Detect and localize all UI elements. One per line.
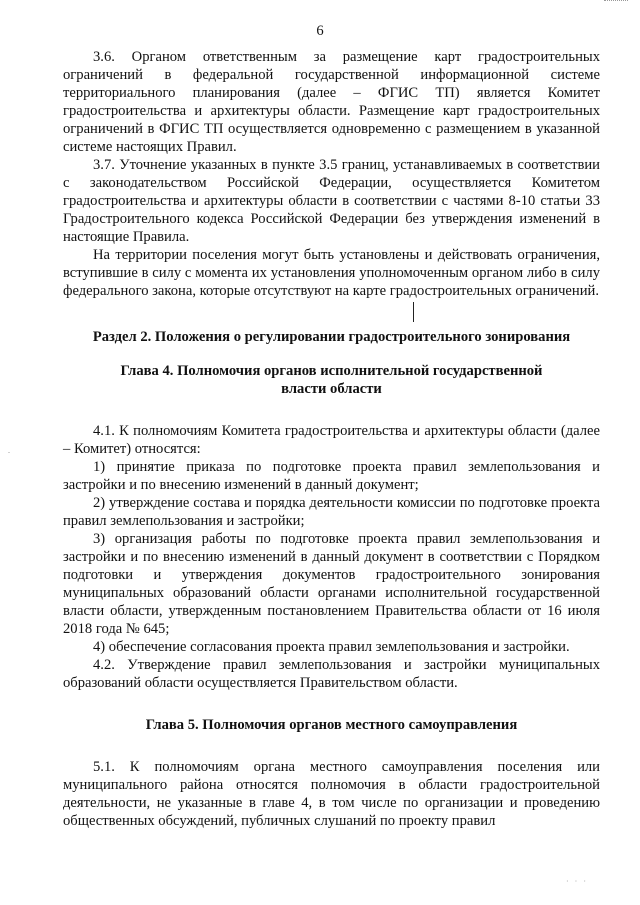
- scan-corner-mark: [604, 0, 628, 3]
- list-item-1: 1) принятие приказа по подготовке проекта правил землепользования и застройки и по внесению изменений в данный документ;: [63, 459, 600, 493]
- chapter-5-title: Глава 5. Полномочия органов местного самоуправления: [145, 717, 518, 733]
- section-2-title: Раздел 2. Положения о регулировании градостроительного зонирования: [92, 329, 571, 345]
- list-item-3: 3) организация работы по подготовке проекта правил землепользования и застройки и по внесению изменений в данный документ в соответствии с Порядком подготовки и утверждения документов градостроительного зонирования муниципальных образований области органами исполнительной государственной власти области, утвержденным постановлением Правительства области от 16 июля 2018 года № 645;: [63, 531, 600, 637]
- chapter-4-title: Глава 4. Полномочия органов исполнительной государственной власти области: [120, 363, 543, 397]
- margin-mark: .: [8, 446, 10, 455]
- page-number: 6: [316, 23, 324, 39]
- document-body: [63, 48, 600, 830]
- paragraph-3-6: 3.6. Органом ответственным за размещение карт градостроительных ограничений в федеральной государственной информационной системе территориального планирования (далее – ФГИС ТП) является Комитет градостроительства и архитектуры области. Размещение карт градостроительных ограничений в ФГИС ТП осуществляется одновременно с размещением в указанной системе настоящих Правил.: [63, 49, 600, 155]
- text-cursor: [413, 302, 414, 322]
- list-item-4: 4) обеспечение согласования проекта правил землепользования и застройки.: [93, 639, 570, 655]
- paragraph-5-1: 5.1. К полномочиям органа местного самоуправления поселения или муниципального района относятся полномочия в области градостроительной деятельности, не указанные в главе 4, в том числе по организации и проведению общественных обсуждений, публичных слушаний по проекту правил: [63, 759, 600, 829]
- footer-dots: · · ·: [566, 877, 588, 886]
- list-item-2: 2) утверждение состава и порядка деятельности комиссии по подготовке проекта правил землепользования и застройки;: [63, 495, 600, 529]
- paragraph-restrictions: На территории поселения могут быть установлены и действовать ограничения, вступившие в силу с момента их установления уполномоченным органом либо в силу федерального закона, которые отсутствуют на карте градостроительных ограничений.: [63, 247, 600, 299]
- paragraph-4-2: 4.2. Утверждение правил землепользования и застройки муниципальных образований области осуществляется Правительством области.: [63, 657, 600, 691]
- paragraph-4-1: 4.1. К полномочиям Комитета градостроительства и архитектуры области (далее – Комитет) относятся:: [63, 423, 600, 457]
- paragraph-3-7: 3.7. Уточнение указанных в пункте 3.5 границ, устанавливаемых в соответствии с законодательством Российской Федерации, осуществляется Комитетом градостроительства и архитектуры области в соответствии с частями 8-10 статьи 33 Градостроительного кодекса Российской Федерации без утверждения изменений в настоящие Правила.: [63, 157, 600, 245]
